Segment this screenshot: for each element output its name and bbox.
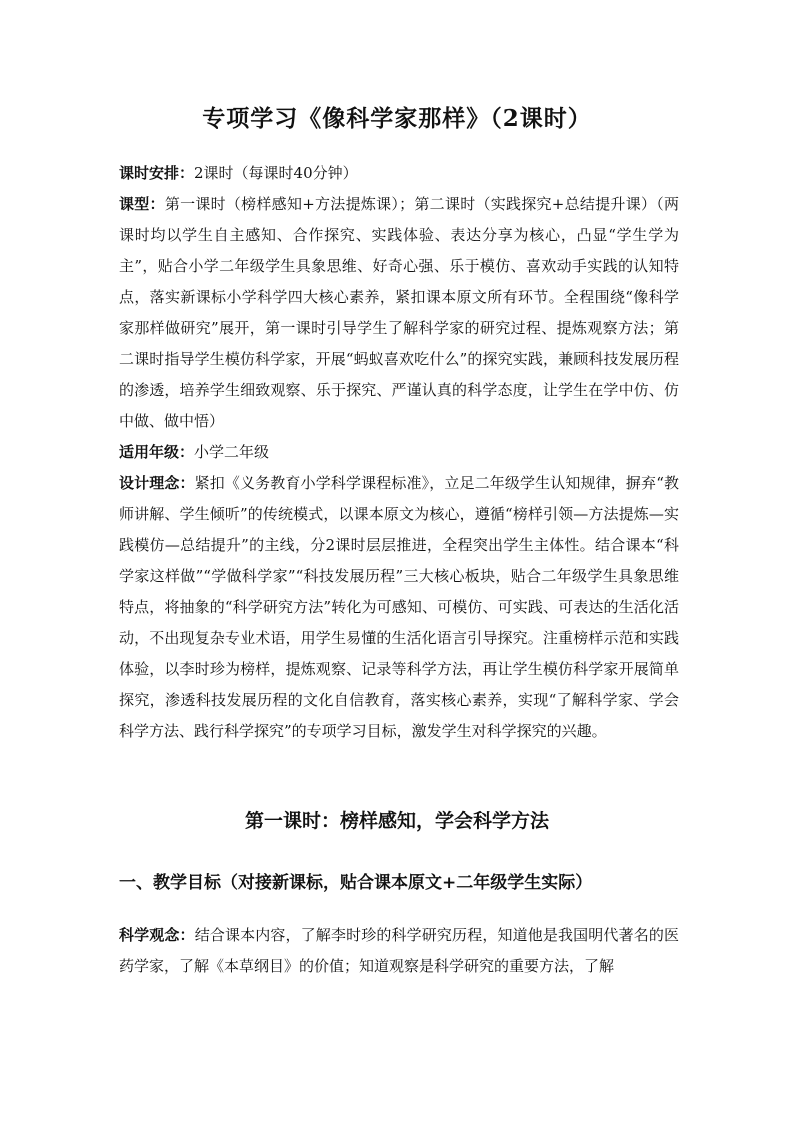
lesson-type-paragraph	[119, 189, 679, 437]
lesson1-heading: 第一课时：榜样感知，学会科学方法	[244, 810, 549, 832]
science-concept-paragraph	[119, 920, 679, 982]
schedule-value: 2课时（每课时40分钟）	[194, 164, 358, 182]
design-concept-paragraph	[119, 468, 679, 747]
schedule-paragraph	[119, 158, 679, 189]
grade-label: 适用年级：	[119, 443, 195, 461]
grade-paragraph	[119, 437, 679, 468]
design-concept-label: 设计理念：	[119, 474, 195, 492]
lesson-type-label: 课型：	[119, 195, 165, 213]
grade-value: 小学二年级	[194, 443, 270, 461]
science-concept-value: 结合课本内容，了解李时珍的科学研究历程，知道他是我国明代著名的医药学家，了解《本草纲目》的价值；知道观察是科学研究的重要方法，了解	[119, 926, 679, 975]
lesson-type-value: 第一课时（榜样感知+方法提炼课）；第二课时（实践探究+总结提升课）（两课时均以学生自主感知、合作探究、实践体验、表达分享为核心，凸显“学生学为主”，贴合小学二年级学生具象思维、好奇心强、乐于模仿、喜欢动手实践的认知特点，落实新课标小学科学四大核心素养，紧扣课本原文所有环节。全程围绕“像科学家那样做研究”展开，第一课时引导学生了解科学家的研究过程、提炼观察方法；第二课时指导学生模仿科学家，开展“蚂蚁喜欢吃什么”的探究实践，兼顾科技发展历程的渗透，培养学生细致观察、乐于探究、严谨认真的科学态度，让学生在学中仿、仿中做、做中悟）	[119, 195, 679, 430]
schedule-label: 课时安排：	[119, 164, 195, 182]
science-concept-label: 科学观念：	[119, 926, 195, 944]
document-title: 专项学习《像科学家那样》（2课时）	[202, 105, 592, 132]
design-concept-value: 紧扣《义务教育小学科学课程标准》，立足二年级学生认知规律，摒弃“教师讲解、学生倾听”的传统模式，以课本原文为核心，遵循“榜样引领—方法提炼—实践模仿—总结提升”的主线，分2课时层层推进，全程突出学生主体性。结合课本“科学家这样做”“学做科学家”“科技发展历程”三大核心板块，贴合二年级学生具象思维特点，将抽象的“科学研究方法”转化为可感知、可模仿、可实践、可表达的生活化活动，不出现复杂专业术语，用学生易懂的生活化语言引导探究。注重榜样示范和实践体验，以李时珍为榜样，提炼观察、记录等科学方法，再让学生模仿科学家开展简单探究，渗透科技发展历程的文化自信教育，落实核心素养，实现“了解科学家、学会科学方法、践行科学探究”的专项学习目标，激发学生对科学探究的兴趣。	[119, 474, 679, 740]
objectives-heading: 一、教学目标（对接新课标，贴合课本原文+二年级学生实际）	[119, 873, 593, 893]
